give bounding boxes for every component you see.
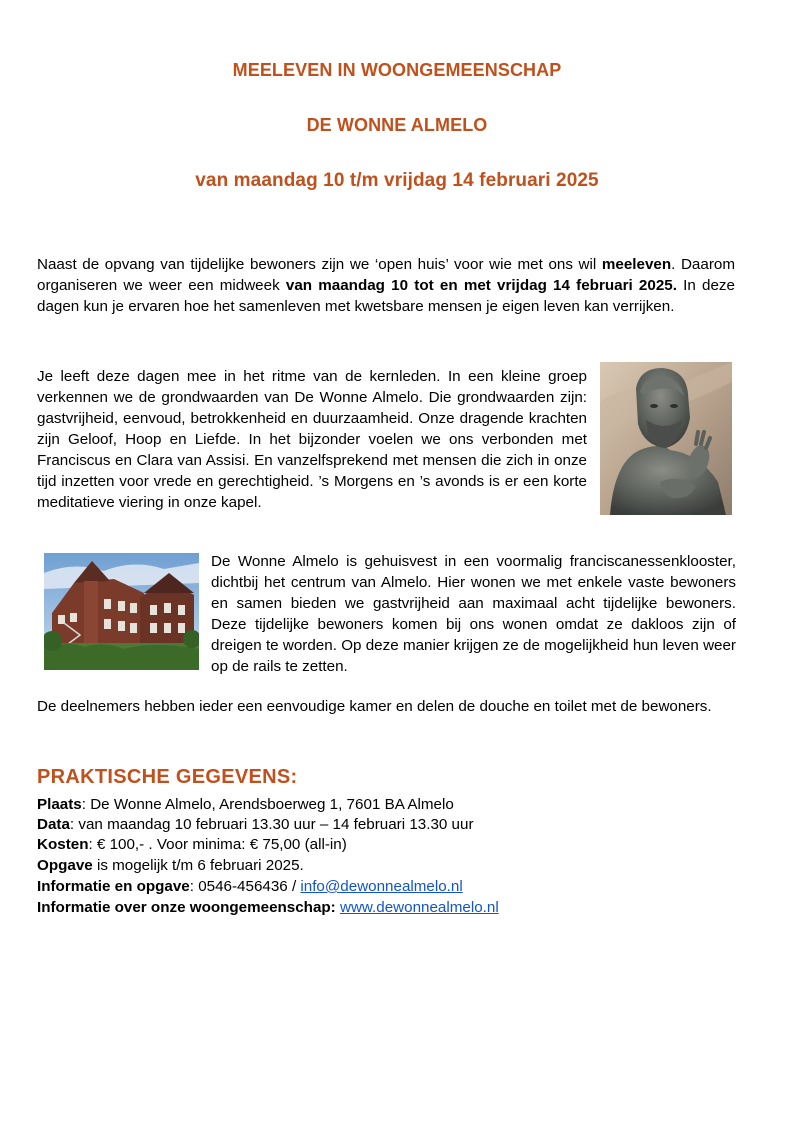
info-place (37, 795, 454, 815)
signup-value: is mogelijk t/m 6 februari 2025. (92, 857, 304, 874)
intro-text-1: Naast de opvang van tijdelijke bewoners zijn we ‘open huis’ voor wie met ons wil (37, 256, 602, 273)
contact-value: : 0546-456436 / (189, 878, 301, 895)
cost-value: : € 100,- . Voor minima: € 75,00 (all-in) (88, 836, 347, 853)
contact-label: Informatie en opgave (37, 878, 190, 895)
intro-bold-1: meeleven (601, 256, 672, 273)
website-link[interactable]: www.dewonnealmelo.nl (339, 899, 499, 916)
signup-label: Opgave (37, 857, 93, 874)
cost-label: Kosten (37, 836, 89, 853)
francis-statue-image (600, 362, 732, 515)
house-paragraph: De Wonne Almelo is gehuisvest in een voormalig franciscanessenklooster, dichtbij het centrum van Almelo. Hier wonen we met enkele vaste bewoners en samen bieden we gastvrijheid aan maximaal acht tijdelijke bewoners. Deze tijdelijke bewoners komen bij ons wonen omdat ze dakloos zijn of dreigen te worden. Op deze manier krijgen ze de mogelijkheid hun leven weer op de rails te zetten. (211, 553, 736, 675)
intro-text-3: In deze dagen kun je ervaren hoe het samenleven met kwetsbare mensen je eigen leven kan verrijken. (37, 277, 735, 315)
page-subtitle: DE WONNE ALMELO (306, 115, 488, 135)
practical-heading: PRAKTISCHE GEGEVENS: (37, 766, 298, 788)
page-title: MEELEVEN IN WOONGEMEENSCHAP (232, 60, 562, 80)
event-dates: van maandag 10 t/m vrijdag 14 februari 2025 (195, 170, 599, 191)
place-label: Plaats (37, 796, 82, 813)
info-contact (37, 877, 463, 897)
info-date (37, 815, 474, 835)
building-photo (44, 553, 199, 670)
intro-bold-2: van maandag 10 tot en met vrijdag 14 februari 2025. (285, 277, 677, 294)
rhythm-paragraph: Je leeft deze dagen mee in het ritme van de kernleden. In een kleine groep verkennen we de grondwaarden van De Wonne Almelo. Die grondwaarden zijn: gastvrijheid, eenvoud, betrokkenheid en duurzaamheid. Onze dragende krachten zijn Geloof, Hoop en Liefde. In het bijzonder voelen we ons verbonden met Franciscus en Clara van Assisi. En vanzelfsprekend met mensen die zich in onze tijd inzetten voor vrede en gerechtigheid. ’s Morgens en ’s avonds is er een korte meditatieve viering in onze kapel. (37, 368, 587, 511)
place-value: : De Wonne Almelo, Arendsboerweg 1, 7601 BA Almelo (81, 796, 454, 813)
info-cost (37, 835, 347, 855)
intro-text-2: . Daarom organiseren we weer een midweek (37, 256, 735, 294)
intro-paragraph (37, 254, 735, 317)
community-label: Informatie over onze woongemeenschap: (37, 899, 336, 916)
info-signup (37, 856, 304, 876)
email-link[interactable]: info@dewonnealmelo.nl (300, 878, 463, 895)
date-label: Data (37, 816, 70, 833)
rooms-paragraph: De deelnemers hebben ieder een eenvoudige kamer en delen de douche en toilet met de bewoners. (37, 698, 712, 715)
date-value: : van maandag 10 februari 13.30 uur – 14 februari 13.30 uur (69, 816, 474, 833)
info-community (37, 898, 499, 918)
